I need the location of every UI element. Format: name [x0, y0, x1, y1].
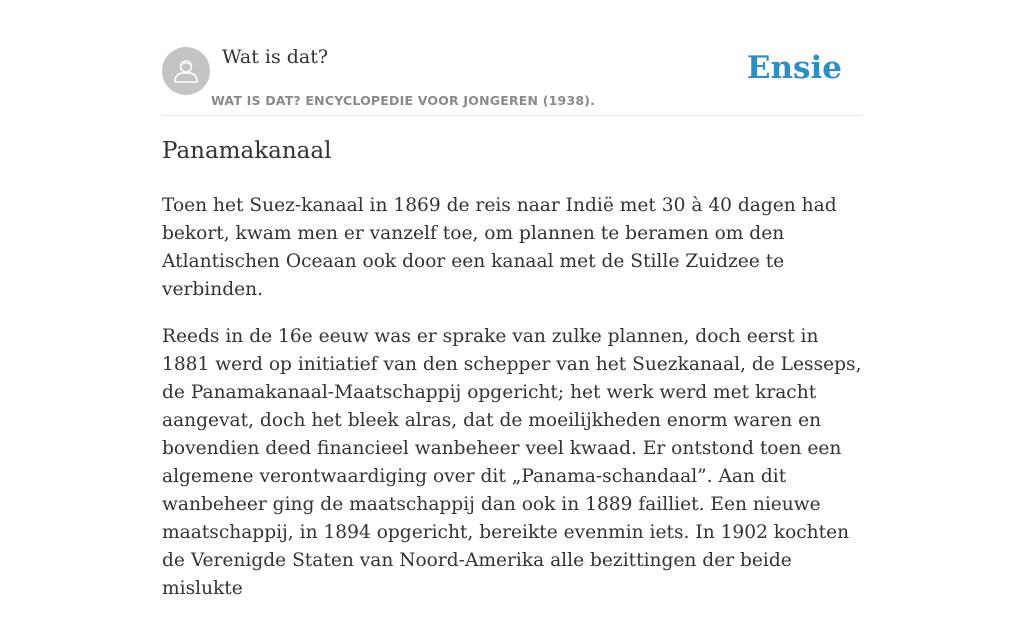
source-header — [162, 40, 862, 116]
article-body — [162, 192, 865, 622]
article-title: Panamakanaal — [162, 138, 332, 164]
avatar[interactable] — [162, 47, 210, 95]
ensie-logo[interactable]: Ensie — [746, 50, 842, 86]
source-subtitle: WAT IS DAT? ENCYCLOPEDIE VOOR JONGEREN (1938). — [211, 93, 596, 108]
article-paragraph: Toen het Suez-kanaal in 1869 de reis naar Indië met 30 à 40 dagen had bekort, kwam men er vanzelf toe, om plannen te beramen om den Atlantischen Oceaan ook door een kanaal met de Stille Zuidzee te verbinden. — [162, 195, 837, 300]
source-title[interactable]: Wat is dat? — [222, 46, 329, 68]
user-icon — [162, 47, 210, 95]
article-paragraph: Reeds in de 16e eeuw was er sprake van zulke plannen, doch eerst in 1881 werd op initiatief van den schepper van het Suezkanaal, de Lesseps, de Panamakanaal-Maatschappij opgericht; het werk werd met kracht aangevat, doch het bleek alras, dat de moeilijkheden enorm waren en bovendien deed financieel wanbeheer veel kwaad. Er ontstond toen een algemene verontwaardiging over dit „Panama-schandaal”. Aan dit wanbeheer ging de maatschappij dan ook in 1889 failliet. Een nieuwe maatschappij, in 1894 opgericht, bereikte evenmin iets. In 1902 kochten de Verenigde Staten van Noord-Amerika alle bezittingen der beide mislukte — [162, 326, 862, 599]
